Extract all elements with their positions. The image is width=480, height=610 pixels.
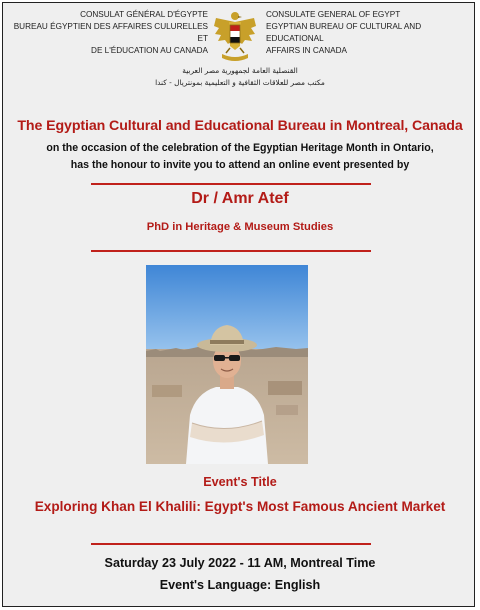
header-french-line: BUREAU ÉGYPTIEN DES AFFAIRES CULURELLES ET [13, 22, 208, 43]
invitation-title: The Egyptian Cultural and Educational Bureau in Montreal, Canada [17, 118, 463, 134]
invitation-intro-line: has the honour to invite you to attend an online event presented by [70, 159, 410, 171]
header-english-line: EGYPTIAN BUREAU OF CULTURAL AND EDUCATIONAL [266, 22, 422, 43]
header-french-line: CONSULAT GÉNÉRAL D'ÉGYPTE [80, 10, 208, 19]
event-title: Exploring Khan El Khalili: Egypt's Most Famous Ancient Market [34, 499, 446, 514]
speaker-photo [146, 265, 308, 464]
invitation-intro-line: on the occasion of the celebration of the Egyptian Heritage Month in Ontario, [46, 142, 434, 154]
header-french-line: DE L'ÉDUCATION AU CANADA [91, 46, 208, 55]
header-arabic-line: مكتب مصر للعلاقات الثقافية و التعليمية بمونتريال - كندا [155, 78, 325, 87]
header-english-line: AFFAIRS IN CANADA [266, 46, 347, 55]
header-arabic-line: القنصلية العامة لجمهورية مصر العربية [182, 66, 298, 75]
header-french-block [8, 9, 208, 57]
eagle-of-saladin-icon [210, 8, 260, 68]
divider [91, 183, 371, 185]
event-title-label: Event's Title [203, 475, 277, 489]
speaker-degree: PhD in Heritage & Museum Studies [146, 221, 334, 233]
event-language: Event's Language: English [159, 578, 321, 592]
header-english-block [266, 9, 471, 57]
divider [91, 250, 371, 252]
event-date-time: Saturday 23 July 2022 - 11 AM, Montreal Time [104, 556, 376, 570]
divider [91, 543, 371, 545]
speaker-name: Dr / Amr Atef [191, 190, 289, 207]
header-english-line: CONSULATE GENERAL OF EGYPT [266, 10, 401, 19]
